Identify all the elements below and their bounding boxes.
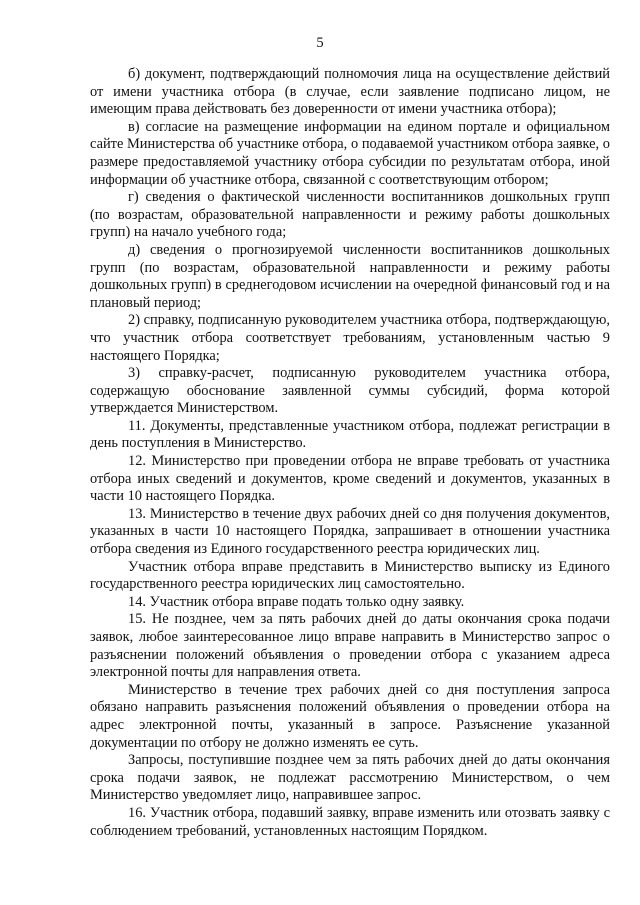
paragraph-15-late-requests: Запросы, поступившие позднее чем за пять рабочих дней до даты окончания срока подачи заявок, не подлежат рассмотрению Министерством, о чем Министерство уведомляет лицо, направившее запрос.	[90, 752, 610, 804]
paragraph-3-calculation: 3) справку-расчет, подписанную руководителем участника отбора, содержащую обоснование заявленной суммы субсидий, форма которой утверждается Министерством.	[90, 365, 610, 417]
paragraph-14-one-application: 14. Участник отбора вправе подать только одну заявку.	[128, 593, 465, 610]
paragraph-2-certificate: 2) справку, подписанную руководителем участника отбора, подтверждающую, что участник отбора соответствует требованиям, установленным частью 9 настоящего Порядка;	[90, 312, 610, 364]
paragraph-b-authority-document: б) документ, подтверждающий полномочия лица на осуществление действий от имени участника отбора (в случае, если заявление подписано лицом, не имеющим права действовать без доверенности от имени участника отбора);	[90, 66, 610, 118]
paragraph-11-registration: 11. Документы, представленные участником отбора, подлежат регистрации в день поступления в Министерство.	[90, 417, 610, 452]
paragraph-v-consent: в) согласие на размещение информации на едином портале и официальном сайте Министерства об участнике отбора, о подаваемой участником отбора заявке, о размере предоставляемой участнику отбора субсидии по результатам отбора, иной информации об участнике отбора, связанной с соответствующим отбором;	[90, 118, 610, 188]
paragraph-15-clarification-request: 15. Не позднее, чем за пять рабочих дней до даты окончания срока подачи заявок, любое заинтересованное лицо вправе направить в Министерство запрос о разъяснении положений объявления о проведении отбора с указанием адреса электронной почты для направления ответа.	[90, 611, 610, 681]
paragraph-g-actual-count: г) сведения о фактической численности воспитанников дошкольных групп (по возрастам, образовательной направленности и режиму работы дошкольных групп) на начало учебного года;	[90, 189, 610, 241]
paragraph-12-no-extra-docs: 12. Министерство при проведении отбора не вправе требовать от участника отбора иных сведений и документов, кроме сведений и документов, указанных в части 10 настоящего Порядка.	[90, 453, 610, 505]
paragraph-16-change-withdraw: 16. Участник отбора, подавший заявку, вправе изменить или отозвать заявку с соблюдением требований, установленных настоящим Порядком.	[90, 804, 610, 839]
document-body	[90, 66, 610, 840]
paragraph-13-own-extract: Участник отбора вправе представить в Министерство выписку из Единого государственного реестра юридических лиц самостоятельно.	[90, 558, 610, 593]
paragraph-13-registry-request: 13. Министерство в течение двух рабочих дней со дня получения документов, указанных в части 10 настоящего Порядка, запрашивает в отношении участника отбора сведения из Единого государственного реестра юридических лиц.	[90, 505, 610, 558]
page-number: 5	[316, 35, 324, 51]
paragraph-d-forecast-count: д) сведения о прогнозируемой численности воспитанников дошкольных групп (по возрастам, образовательной направленности и режиму работы дошкольных групп) в среднегодовом исчислении на очередной финансовый год и на плановый период;	[90, 241, 610, 311]
paragraph-15-clarification-response: Министерство в течение трех рабочих дней со дня поступления запроса обязано направить разъяснения положений объявления о проведении отбора на адрес электронной почты, указанный в запросе. Разъяснение указанной документации по отбору не должно изменять ее суть.	[90, 681, 610, 751]
